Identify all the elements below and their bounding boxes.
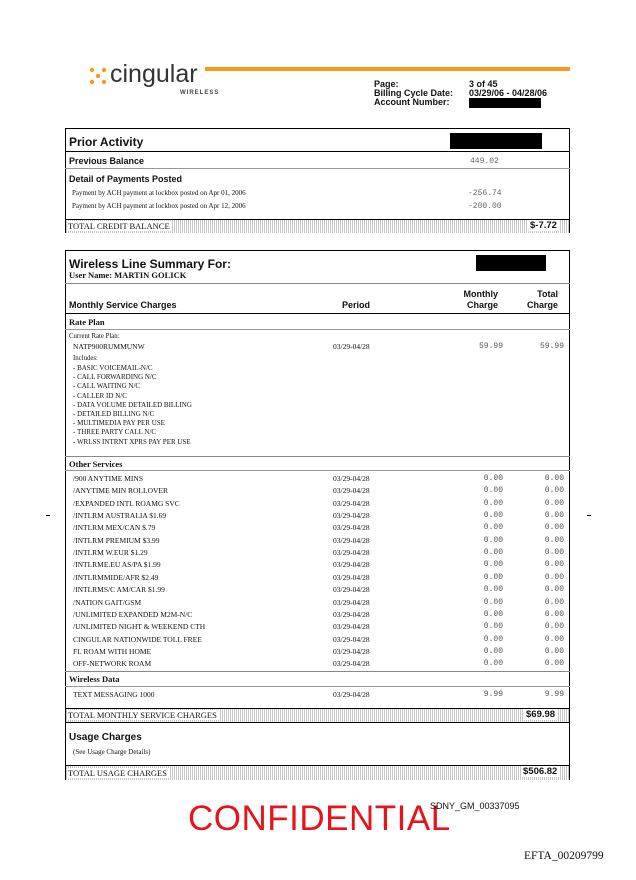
service-name: OFF-NETWORK ROAM: [73, 659, 152, 669]
prior-activity-title: Prior Activity: [69, 135, 144, 149]
service-name: /INTLRMMIDE/AFR $2.49: [73, 572, 159, 582]
divider: [65, 329, 570, 330]
prior-activity-redaction: [450, 133, 542, 149]
service-monthly-charge: 0.00: [483, 511, 503, 521]
service-name: /INTLRM MEX/CAN $.79: [73, 523, 156, 533]
total-monthly-label: TOTAL MONTHLY SERVICE CHARGES: [68, 710, 217, 720]
page-number: 3 of 45: [469, 79, 498, 89]
divider: [65, 671, 570, 672]
divider: [65, 470, 570, 471]
col-total-header: Total Charge: [526, 289, 558, 310]
service-name: /900 ANYTIME MINS: [73, 474, 144, 483]
divider: [65, 168, 570, 169]
logo-subtext: WIRELESS: [180, 90, 220, 96]
service-period: 03/29-04/28: [333, 585, 370, 595]
billing-cycle-date: 03/29/06 - 04/28/06: [469, 88, 548, 98]
service-name: /UNLIMITED NIGHT & WEEKEND CTH: [73, 622, 206, 632]
service-name: /INTLRM PREMIUM $3.99: [73, 535, 160, 545]
service-monthly-charge: 0.00: [483, 498, 503, 508]
service-period: 03/29-04/28: [333, 622, 370, 632]
service-name: /INTLRME.EU AS/PA $1.99: [73, 560, 161, 570]
account-number-label: Account Number:: [374, 97, 450, 107]
service-total-charge: 0.00: [544, 511, 564, 521]
service-monthly-charge: 0.00: [483, 486, 503, 496]
service-name: CINGULAR NATIONWIDE TOLL FREE: [73, 634, 202, 644]
service-monthly-charge: 0.00: [483, 597, 503, 607]
service-total-charge: 0.00: [544, 646, 564, 656]
rate-plan-total: 59.99: [539, 342, 564, 351]
other-services-heading: Other Services: [69, 459, 123, 469]
service-name: /UNLIMITED EXPANDED M2M-N/C: [73, 609, 193, 619]
wireless-data-total: 9.99: [544, 690, 564, 699]
included-feature: - THREE PARTY CALL N/C: [73, 428, 157, 437]
service-total-charge: 0.00: [544, 585, 564, 595]
header-labels: [374, 80, 453, 107]
included-feature: - BASIC VOICEMAIL-N/C: [73, 364, 153, 372]
col-monthly-header: Monthly Charge: [463, 289, 498, 310]
included-feature: - CALL FORWARDING N/C: [73, 373, 157, 382]
payment-amount: -256.74: [468, 189, 502, 198]
wireless-summary-title: Wireless Line Summary For:: [69, 257, 231, 271]
wireless-data-name: TEXT MESSAGING 1000: [73, 690, 155, 699]
usage-note: (See Usage Charge Details): [73, 748, 151, 756]
service-monthly-charge: 0.00: [483, 523, 503, 533]
previous-balance-amount: 449.02: [470, 157, 499, 166]
service-period: 03/29-04/28: [333, 474, 370, 483]
page-label: Page:: [374, 79, 399, 89]
total-monthly-amount: $69.98: [526, 709, 556, 720]
includes-label: Includes:: [73, 355, 98, 362]
service-period: 03/29-04/28: [333, 634, 370, 644]
service-name: /EXPANDED INTL ROAMG SVC: [73, 498, 180, 508]
divider: [65, 686, 570, 687]
service-period: 03/29-04/28: [333, 659, 370, 669]
service-monthly-charge: 0.00: [483, 659, 503, 669]
col-service-header: Monthly Service Charges: [69, 300, 177, 310]
service-total-charge: 0.00: [544, 548, 564, 558]
included-feature: - DETAILED BILLING N/C: [73, 410, 155, 419]
total-usage-label: TOTAL USAGE CHARGES: [68, 768, 167, 778]
service-total-charge: 0.00: [544, 486, 564, 496]
service-period: 03/29-04/28: [333, 523, 370, 533]
service-total-charge: 0.00: [544, 572, 564, 582]
service-monthly-charge: 0.00: [483, 572, 503, 582]
payment-desc: Payment by ACH payment at lockbox posted on Apr 01, 2006: [72, 189, 246, 197]
efta-bates-number: EFTA_00209799: [524, 850, 604, 862]
service-name: /INTLRM W.EUR $1.29: [73, 548, 148, 558]
service-name: /NATION GAIT/GSM: [73, 597, 142, 607]
included-feature: - DATA VOLUME DETAILED BILLING: [73, 400, 192, 409]
margin-tick: [46, 515, 50, 516]
previous-balance-label: Previous Balance: [69, 156, 145, 166]
divider: [65, 456, 570, 457]
service-total-charge: 0.00: [544, 523, 564, 533]
rate-plan-code: NATP900RUMMUNW: [73, 342, 145, 351]
service-name: /INTLRM AUSTRALIA $1.69: [73, 511, 167, 521]
service-monthly-charge: 0.00: [483, 474, 503, 483]
divider: [65, 283, 570, 284]
service-period: 03/29-04/28: [333, 572, 370, 582]
total-credit-label: TOTAL CREDIT BALANCE: [68, 221, 170, 231]
rate-plan-period: 03/29-04/28: [333, 342, 370, 351]
cingular-x-icon: [88, 66, 108, 86]
rate-plan-monthly: 59.99: [478, 342, 503, 351]
logo-wordmark: cingular: [110, 60, 198, 88]
service-total-charge: 0.00: [544, 597, 564, 607]
col-period-header: Period: [342, 300, 371, 310]
payments-heading: Detail of Payments Posted: [69, 174, 183, 184]
included-feature: - WRLSS INTRNT XPRS PAY PER USE: [73, 437, 191, 446]
service-total-charge: 0.00: [544, 634, 564, 644]
service-period: 03/29-04/28: [333, 498, 370, 508]
included-feature: - MULTIMEDIA PAY PER USE: [73, 419, 165, 428]
service-total-charge: 0.00: [544, 659, 564, 669]
account-number-redaction: [469, 98, 541, 108]
service-monthly-charge: 0.00: [483, 646, 503, 656]
confidential-stamp: CONFIDENTIAL: [188, 799, 451, 838]
service-monthly-charge: 0.00: [483, 535, 503, 545]
service-period: 03/29-04/28: [333, 548, 370, 558]
divider: [65, 313, 570, 314]
service-period: 03/29-04/28: [333, 511, 370, 521]
service-name: /ANYTIME MIN ROLLOVER: [73, 486, 168, 496]
rate-plan-heading: Rate Plan: [69, 317, 105, 327]
service-period: 03/29-04/28: [333, 535, 370, 545]
header-accent-bar: [205, 67, 570, 71]
service-total-charge: 0.00: [544, 498, 564, 508]
service-period: 03/29-04/28: [333, 560, 370, 570]
wireless-data-period: 03/29-04/28: [333, 690, 370, 699]
service-monthly-charge: 0.00: [483, 548, 503, 558]
service-total-charge: 0.00: [544, 535, 564, 545]
usage-charges-heading: Usage Charges: [69, 732, 142, 743]
header-values: [469, 80, 547, 98]
service-monthly-charge: 0.00: [483, 634, 503, 644]
service-period: 03/29-04/28: [333, 646, 370, 656]
included-feature: - CALL WAITING N/C: [73, 382, 141, 391]
wireless-data-heading: Wireless Data: [69, 674, 120, 684]
divider: [65, 151, 570, 152]
total-usage-amount: $506.82: [523, 766, 558, 777]
service-total-charge: 0.00: [544, 622, 564, 632]
includes-list: [73, 364, 192, 447]
payment-amount: -200.00: [468, 202, 502, 211]
service-period: 03/29-04/28: [333, 597, 370, 607]
wireless-data-monthly: 9.99: [483, 690, 503, 699]
service-monthly-charge: 0.00: [483, 609, 503, 619]
service-period: 03/29-04/28: [333, 609, 370, 619]
phone-number-redaction: [476, 255, 546, 271]
service-name: FL ROAM WITH HOME: [73, 646, 152, 656]
service-period: 03/29-04/28: [333, 486, 370, 496]
included-feature: - CALLER ID N/C: [73, 391, 127, 400]
service-monthly-charge: 0.00: [483, 622, 503, 632]
service-name: /INTLRMS/C AM/CAR $1.99: [73, 585, 165, 595]
total-credit-amount: $-7.72: [530, 220, 557, 231]
billing-cycle-label: Billing Cycle Date:: [374, 88, 454, 98]
service-total-charge: 0.00: [544, 474, 564, 483]
user-name: User Name: MARTIN GOLICK: [69, 270, 187, 280]
sdny-bates-number: SDNY_GM_00337095: [430, 801, 520, 811]
service-monthly-charge: 0.00: [483, 560, 503, 570]
payment-desc: Payment by ACH payment at lockbox posted on Apr 12, 2006: [72, 202, 246, 210]
current-rate-plan-label: Current Rate Plan:: [69, 333, 120, 340]
service-total-charge: 0.00: [544, 560, 564, 570]
service-total-charge: 0.00: [544, 609, 564, 619]
margin-tick: [587, 515, 591, 516]
service-monthly-charge: 0.00: [483, 585, 503, 595]
